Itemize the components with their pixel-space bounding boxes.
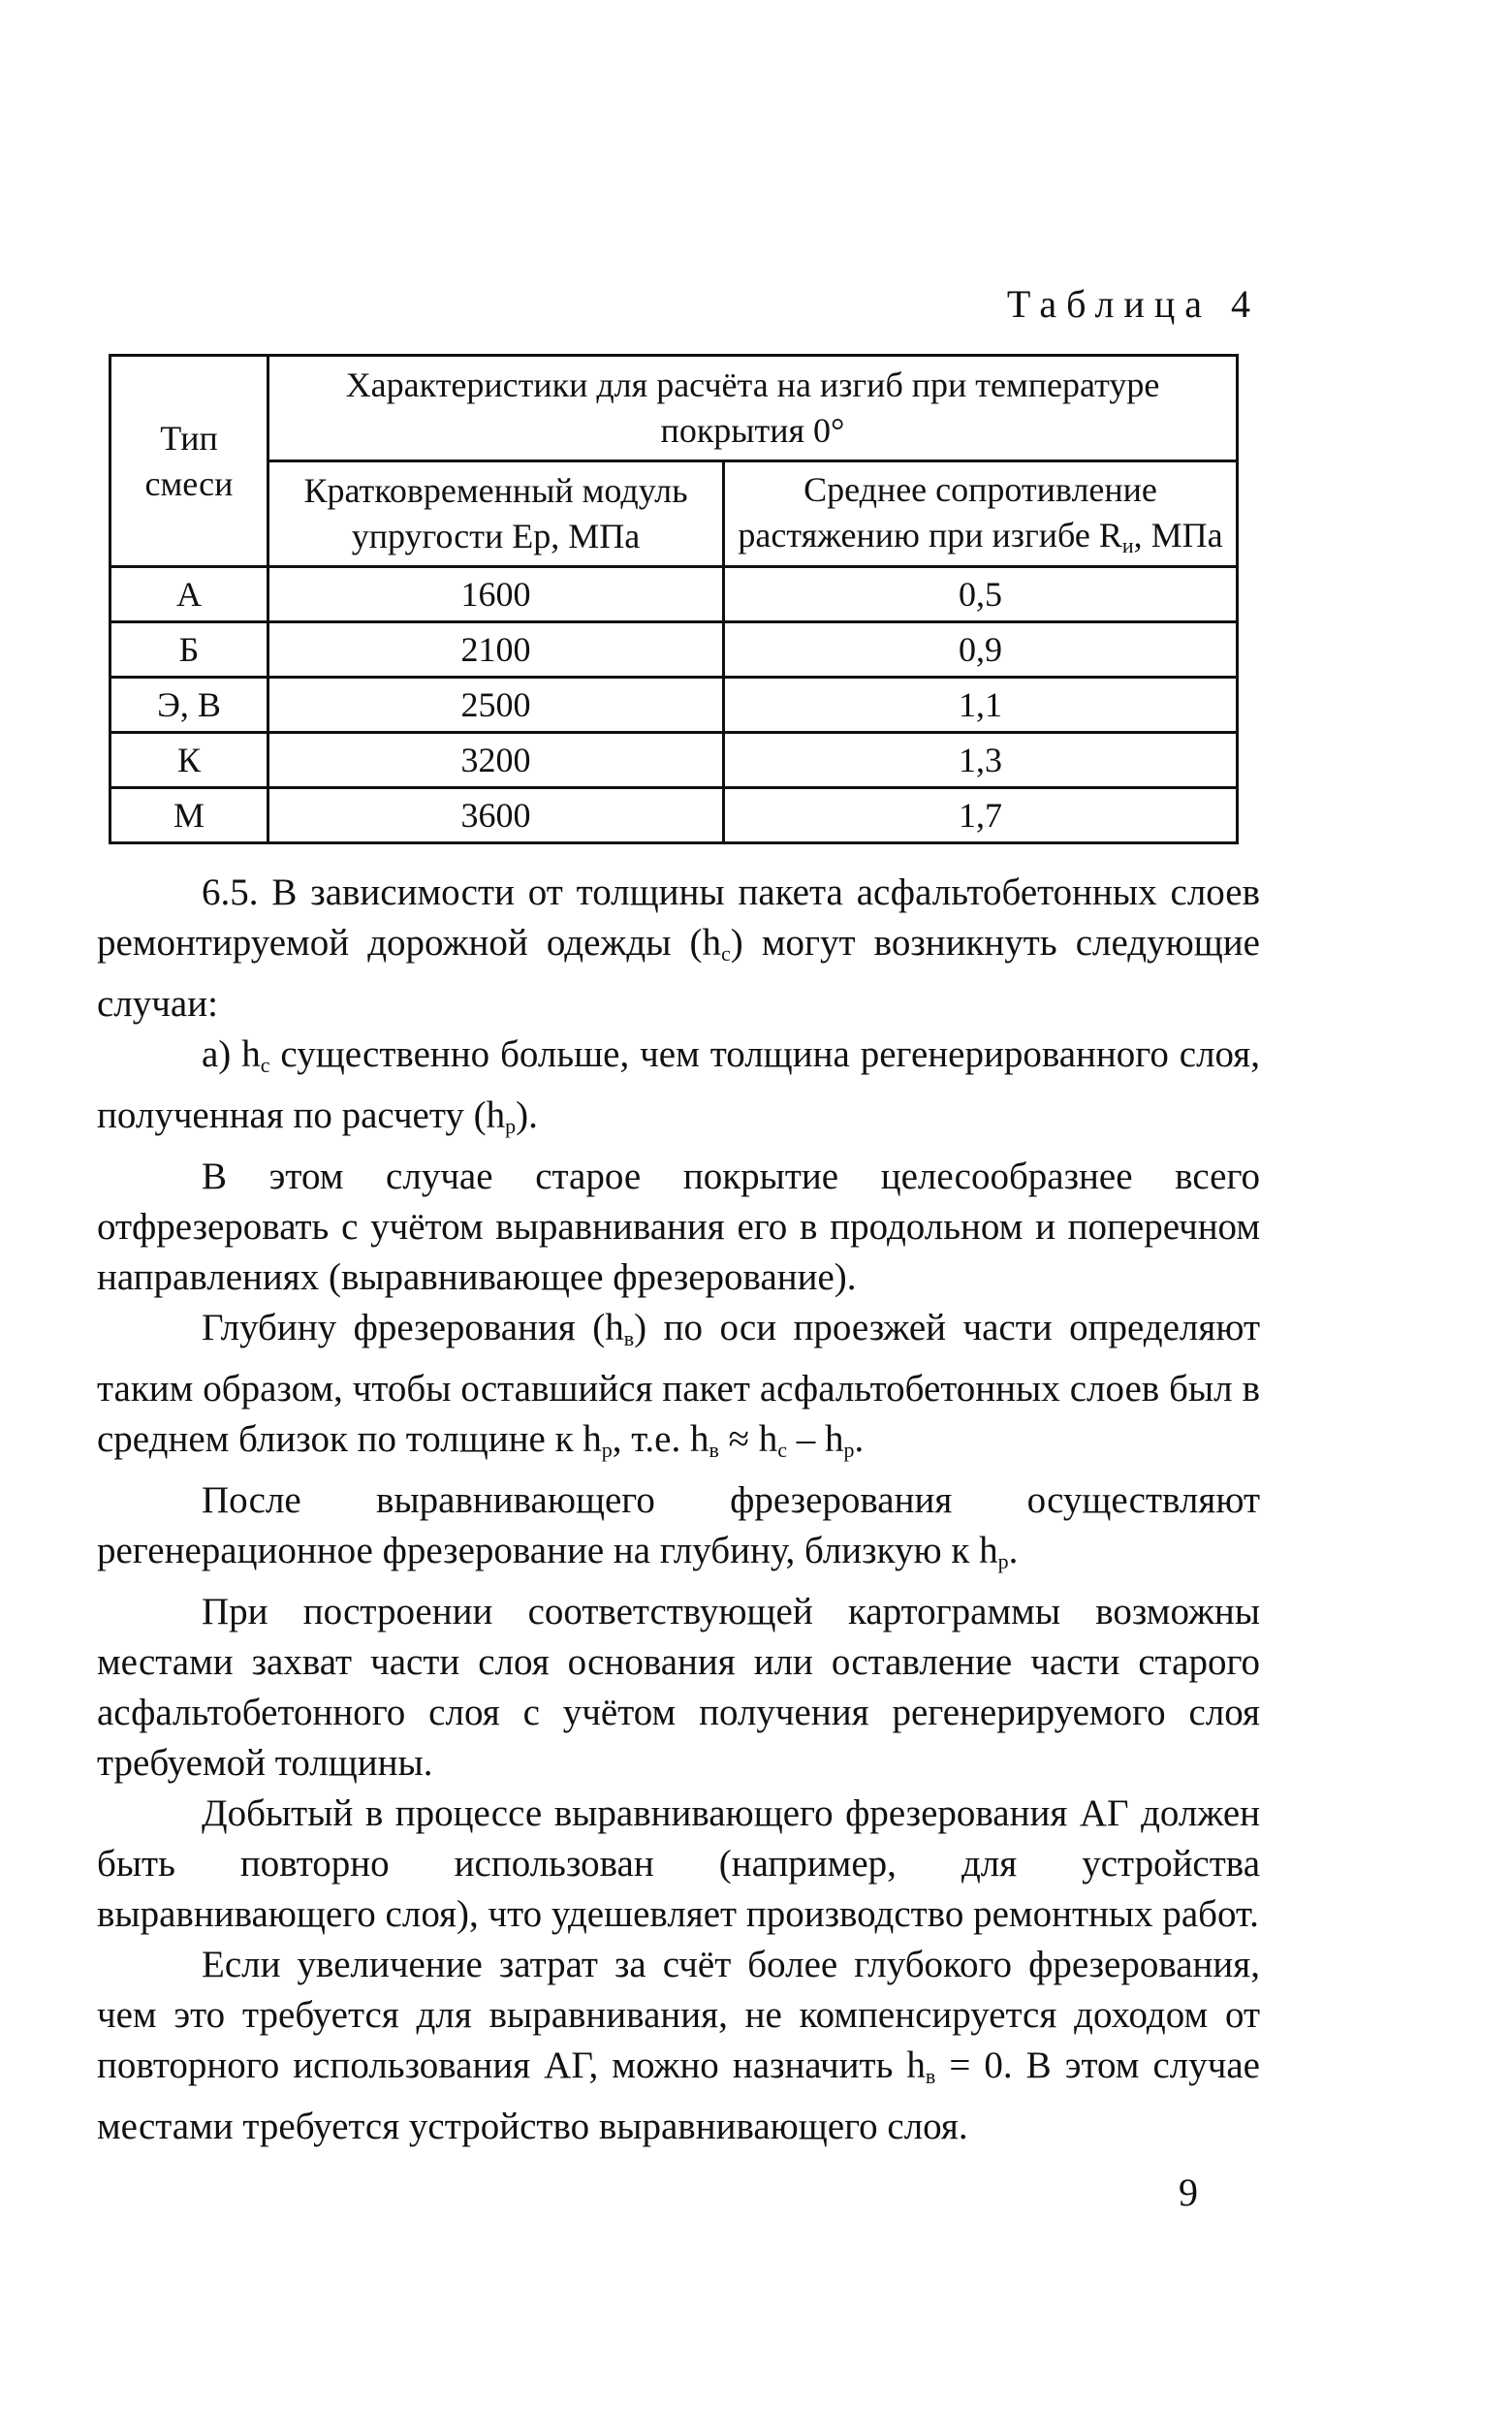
header-characteristics: Характеристики для расчёта на изгиб при температуре покрытия 0° [268, 356, 1238, 461]
cell-modulus: 1600 [268, 567, 724, 622]
cell-modulus: 3200 [268, 733, 724, 788]
header-resistance: Среднее сопротивление растяжению при изгибе $R_и$, МПа [724, 461, 1238, 567]
body-text [97, 868, 1260, 2152]
cell-resistance: 1,1 [724, 678, 1238, 733]
cell-type: Б [110, 622, 268, 678]
cell-modulus: 2500 [268, 678, 724, 733]
paragraph-costs: Если увеличение затрат за счёт более глубокого фрезерования, чем это требуется для выравнивания, не компенсируется доходом от повторного использования АГ, можно назначить $h_в = 0$. В этом случае местами требуется устройство выравнивающего слоя. [97, 1944, 1260, 2147]
table-row [110, 678, 1238, 733]
cell-modulus: 2100 [268, 622, 724, 678]
paragraph-milling: В этом случае старое покрытие целесообразнее всего отфрезеровать с учётом выравнивания его в продольном и поперечном направлениях (выравнивающее фрезерование). [97, 1156, 1260, 1298]
cell-type: М [110, 788, 268, 843]
table-row [110, 788, 1238, 843]
table-row [110, 567, 1238, 622]
cell-type: А [110, 567, 268, 622]
paragraph-depth: Глубину фрезерования $(h_в)$ по оси проезжей части определяют таким образом, чтобы оставшийся пакет асфальтобетонных слоев был в среднем близок по толщине к $h_p$, т.е. $h_в \approx h_c - h_p$. [97, 1307, 1260, 1462]
header-modulus: Кратковременный модуль упругости Ер, МПа [268, 461, 724, 567]
cell-type: К [110, 733, 268, 788]
cell-type: Э, В [110, 678, 268, 733]
cell-modulus: 3600 [268, 788, 724, 843]
table-row [110, 733, 1238, 788]
paragraph-reuse: Добытый в процессе выравнивающего фрезерования АГ должен быть повторно использован (например, для устройства выравнивающего слоя), что удешевляет производство ремонтных работ. [97, 1792, 1260, 1935]
cell-resistance: 1,7 [724, 788, 1238, 843]
table-row [110, 622, 1238, 678]
table-caption: Таблица 4 [1006, 282, 1260, 326]
page-number: 9 [1179, 2171, 1198, 2214]
cell-resistance: 0,5 [724, 567, 1238, 622]
paragraph-regeneration: После выравнивающего фрезерования осуществляют регенерационное фрезерование на глубину, близкую к $h_p$. [97, 1479, 1260, 1573]
data-table [109, 354, 1239, 844]
paragraph-case-a: а) $h_c$ существенно больше, чем толщина регенерированного слоя, полученная по расчету $(h_p)$. [97, 1033, 1260, 1138]
cell-resistance: 0,9 [724, 622, 1238, 678]
cell-resistance: 1,3 [724, 733, 1238, 788]
paragraph-6-5: 6.5. В зависимости от толщины пакета асфальтобетонных слоев ремонтируемой дорожной одежды $(h_c)$ могут возникнуть следующие случаи: [97, 872, 1260, 1025]
paragraph-cartogram: При построении соответствующей картограммы возможны местами захват части слоя основания или оставление части старого асфальтобетонного слоя с учётом получения регенерируемого слоя требуемой толщины. [97, 1591, 1260, 1784]
header-mix-type: Тип смеси [110, 356, 268, 567]
